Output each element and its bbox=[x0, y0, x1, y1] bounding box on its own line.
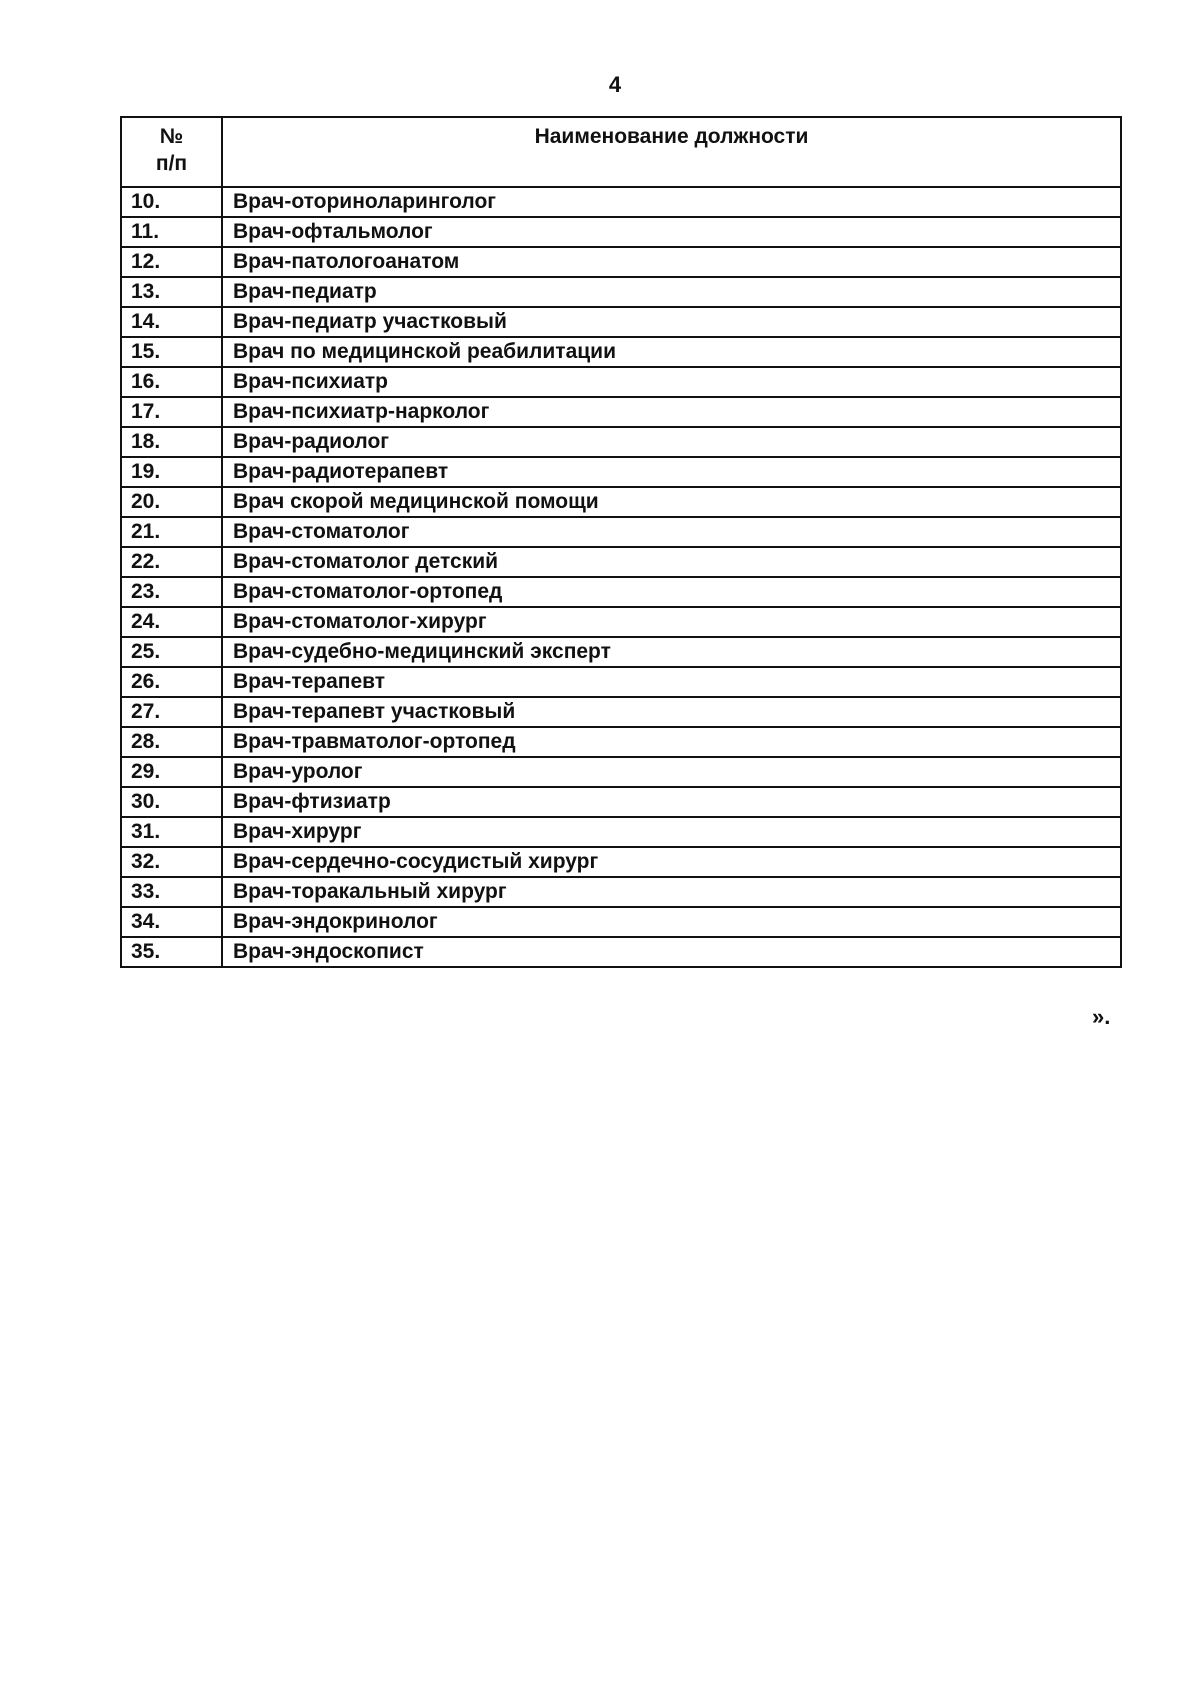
row-number-cell: 17. bbox=[121, 397, 222, 427]
position-name-cell: Врач-оториноларинголог bbox=[222, 187, 1121, 217]
table-row bbox=[121, 367, 1121, 397]
table-row bbox=[121, 217, 1121, 247]
table-row bbox=[121, 637, 1121, 667]
row-number-cell: 20. bbox=[121, 487, 222, 517]
position-name-cell: Врач-педиатр bbox=[222, 277, 1121, 307]
position-name-cell: Врач-эндоскопист bbox=[222, 937, 1121, 967]
table-row bbox=[121, 487, 1121, 517]
position-name-cell: Врач-офтальмолог bbox=[222, 217, 1121, 247]
closing-quote-mark: ». bbox=[1092, 1004, 1111, 1029]
position-name-cell: Врач-фтизиатр bbox=[222, 787, 1121, 817]
row-number-cell: 30. bbox=[121, 787, 222, 817]
table-row bbox=[121, 397, 1121, 427]
position-name-cell: Врач-терапевт bbox=[222, 667, 1121, 697]
table-row bbox=[121, 847, 1121, 877]
position-name-cell: Врач-стоматолог детский bbox=[222, 547, 1121, 577]
table-row bbox=[121, 307, 1121, 337]
table-row bbox=[121, 427, 1121, 457]
position-name-cell: Врач-стоматолог-хирург bbox=[222, 607, 1121, 637]
table-row bbox=[121, 277, 1121, 307]
row-number-cell: 26. bbox=[121, 667, 222, 697]
position-name-cell: Врач-психиатр-нарколог bbox=[222, 397, 1121, 427]
table-row bbox=[121, 787, 1121, 817]
position-name-cell: Врач-стоматолог bbox=[222, 517, 1121, 547]
header-number-abbrev: п/п bbox=[155, 152, 188, 175]
row-number-cell: 24. bbox=[121, 607, 222, 637]
position-name-cell: Врач-радиолог bbox=[222, 427, 1121, 457]
row-number-cell: 22. bbox=[121, 547, 222, 577]
table-row bbox=[121, 607, 1121, 637]
position-name-cell: Врач-травматолог-ортопед bbox=[222, 727, 1121, 757]
row-number-cell: 31. bbox=[121, 817, 222, 847]
row-number-cell: 15. bbox=[121, 337, 222, 367]
table-row bbox=[121, 187, 1121, 217]
table-row bbox=[121, 457, 1121, 487]
table-row bbox=[121, 577, 1121, 607]
row-number-cell: 12. bbox=[121, 247, 222, 277]
position-name-cell: Врач-торакальный хирург bbox=[222, 877, 1121, 907]
row-number-cell: 19. bbox=[121, 457, 222, 487]
table-row bbox=[121, 937, 1121, 967]
table-row bbox=[121, 817, 1121, 847]
table-body bbox=[121, 187, 1121, 967]
position-name-cell: Врач по медицинской реабилитации bbox=[222, 337, 1121, 367]
table-row bbox=[121, 247, 1121, 277]
position-name-cell: Врач-сердечно-сосудистый хирург bbox=[222, 847, 1121, 877]
row-number-cell: 11. bbox=[121, 217, 222, 247]
position-name-cell: Врач-радиотерапевт bbox=[222, 457, 1121, 487]
row-number-cell: 27. bbox=[121, 697, 222, 727]
row-number-cell: 23. bbox=[121, 577, 222, 607]
table-row bbox=[121, 697, 1121, 727]
row-number-cell: 34. bbox=[121, 907, 222, 937]
position-name-cell: Врач-судебно-медицинский эксперт bbox=[222, 637, 1121, 667]
row-number-cell: 16. bbox=[121, 367, 222, 397]
table-row bbox=[121, 757, 1121, 787]
row-number-cell: 32. bbox=[121, 847, 222, 877]
position-name-cell: Врач-терапевт участковый bbox=[222, 697, 1121, 727]
header-row bbox=[121, 117, 1121, 187]
position-name-cell: Врач-психиатр bbox=[222, 367, 1121, 397]
page-number: 4 bbox=[608, 72, 622, 97]
table-row bbox=[121, 727, 1121, 757]
row-number-cell: 25. bbox=[121, 637, 222, 667]
table-row bbox=[121, 337, 1121, 367]
position-name-cell: Врач скорой медицинской помощи bbox=[222, 487, 1121, 517]
row-number-cell: 29. bbox=[121, 757, 222, 787]
row-number-cell: 28. bbox=[121, 727, 222, 757]
row-number-cell: 10. bbox=[121, 187, 222, 217]
header-name-cell: Наименование должности bbox=[222, 117, 1121, 187]
positions-table bbox=[120, 116, 1122, 968]
table-row bbox=[121, 517, 1121, 547]
position-name-cell: Врач-хирург bbox=[222, 817, 1121, 847]
position-name-cell: Врач-уролог bbox=[222, 757, 1121, 787]
position-name-cell: Врач-педиатр участковый bbox=[222, 307, 1121, 337]
position-name-cell: Врач-патологоанатом bbox=[222, 247, 1121, 277]
row-number-cell: 18. bbox=[121, 427, 222, 457]
table-row bbox=[121, 877, 1121, 907]
row-number-cell: 14. bbox=[121, 307, 222, 337]
header-number-symbol: № bbox=[159, 125, 184, 148]
table-header bbox=[121, 117, 1121, 187]
row-number-cell: 13. bbox=[121, 277, 222, 307]
row-number-cell: 33. bbox=[121, 877, 222, 907]
position-name-cell: Врач-эндокринолог bbox=[222, 907, 1121, 937]
table-row bbox=[121, 907, 1121, 937]
position-name-cell: Врач-стоматолог-ортопед bbox=[222, 577, 1121, 607]
table-row bbox=[121, 547, 1121, 577]
row-number-cell: 21. bbox=[121, 517, 222, 547]
header-number-cell bbox=[121, 117, 222, 187]
row-number-cell: 35. bbox=[121, 937, 222, 967]
table-row bbox=[121, 667, 1121, 697]
